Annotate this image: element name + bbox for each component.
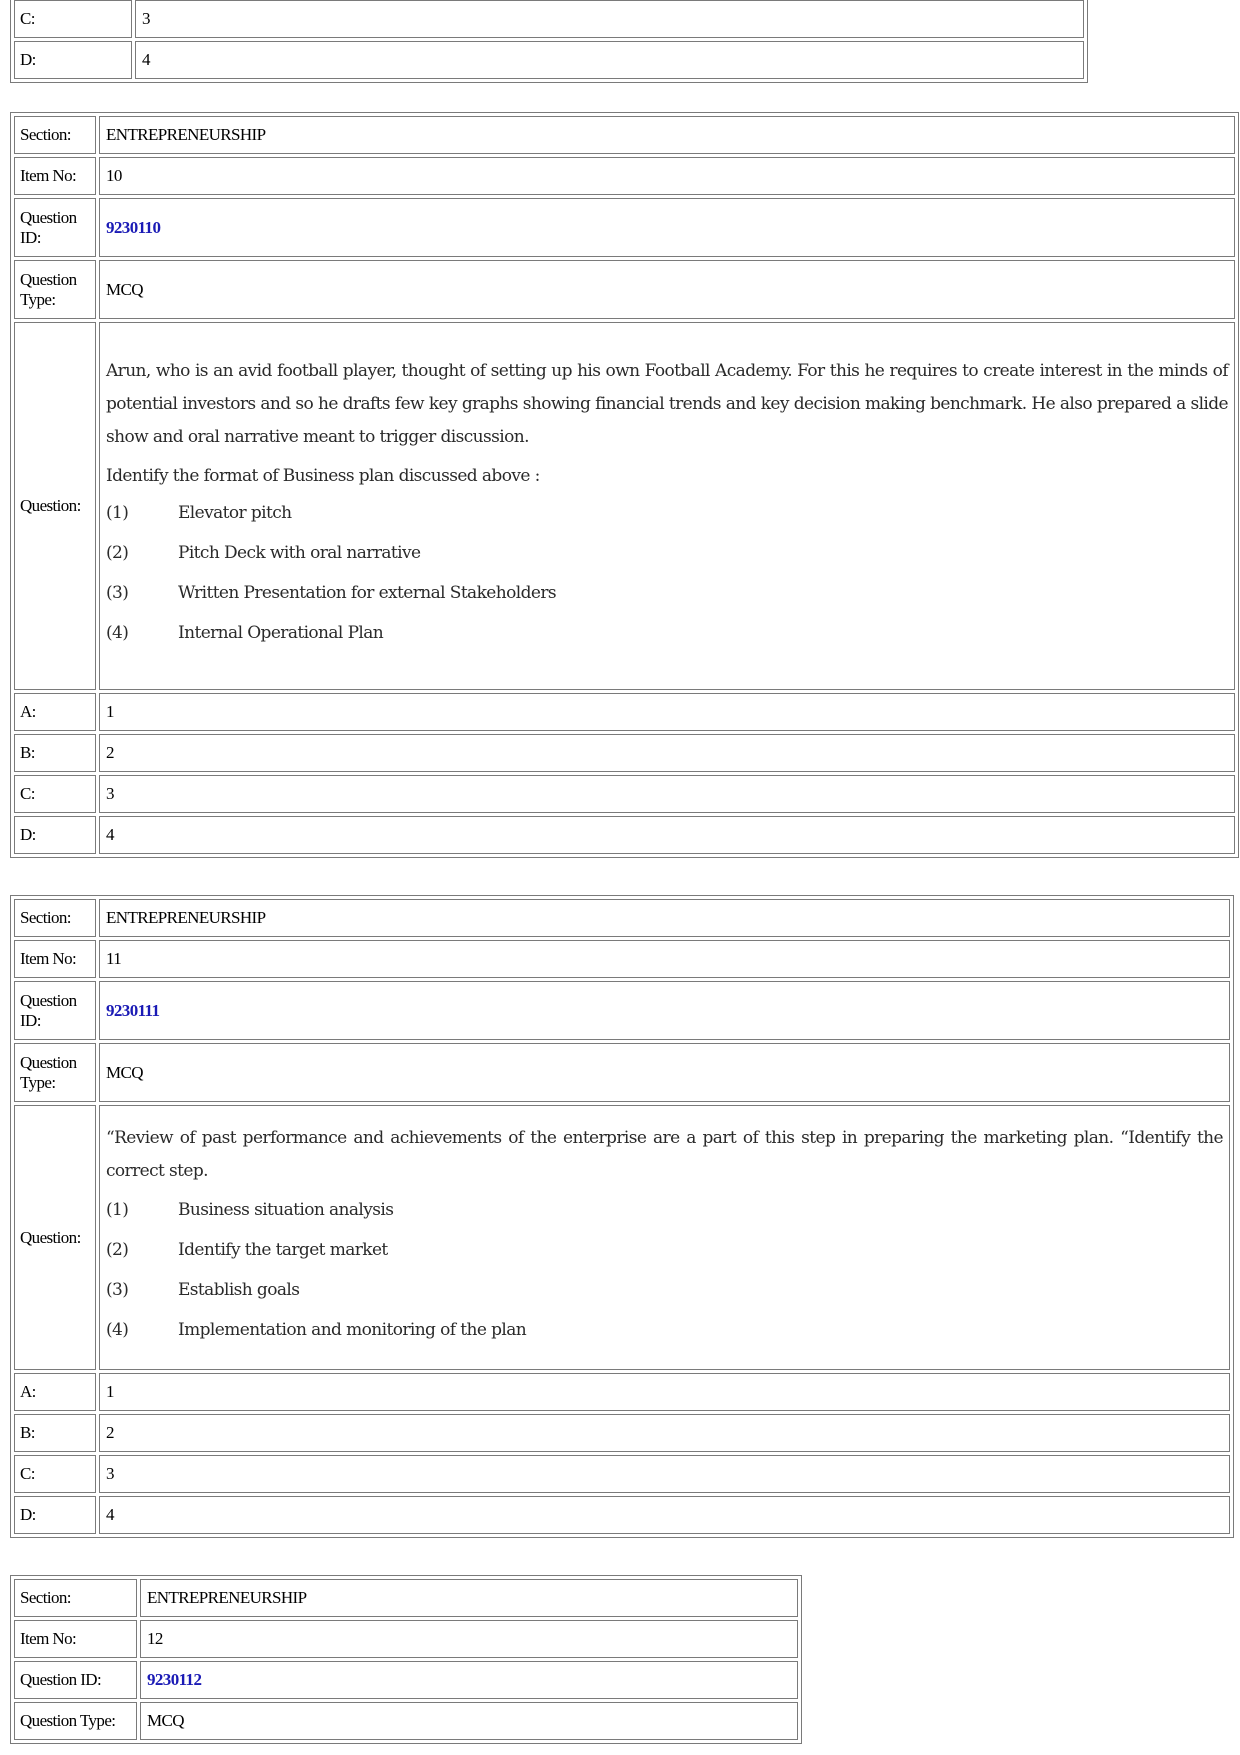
option-3 xyxy=(106,577,1228,610)
answer-row-d xyxy=(14,41,1084,79)
answer-label: C: xyxy=(14,775,96,813)
option-text: Pitch Deck with oral narrative xyxy=(178,543,421,563)
answer-label: A: xyxy=(14,1373,96,1411)
section-label: Section: xyxy=(14,1579,137,1617)
item-no-value: 10 xyxy=(99,157,1235,195)
section-row xyxy=(14,116,1235,154)
question-type-row xyxy=(14,1702,798,1740)
answer-row-d xyxy=(14,816,1235,854)
question-id-link[interactable]: 9230111 xyxy=(99,981,1230,1040)
answer-value: 4 xyxy=(99,816,1235,854)
option-text: Internal Operational Plan xyxy=(178,623,384,643)
question-table-item-10 xyxy=(10,112,1239,858)
answer-row-d xyxy=(14,1496,1230,1534)
answer-label: D: xyxy=(14,816,96,854)
question-text xyxy=(99,1105,1230,1370)
answer-value: 2 xyxy=(99,734,1235,772)
question-row xyxy=(14,1105,1230,1370)
option-1 xyxy=(106,1194,1223,1227)
item-no-label: Item No: xyxy=(14,1620,137,1658)
question-type-value: MCQ xyxy=(99,1043,1230,1102)
question-id-label: Question ID: xyxy=(14,1661,137,1699)
question-type-row xyxy=(14,260,1235,319)
answer-label: D: xyxy=(14,41,132,79)
option-number: (2) xyxy=(106,543,129,563)
answer-value: 1 xyxy=(99,1373,1230,1411)
question-type-row xyxy=(14,1043,1230,1102)
section-value: ENTREPRENEURSHIP xyxy=(99,116,1235,154)
option-4 xyxy=(106,617,1228,650)
option-text: Elevator pitch xyxy=(178,503,292,523)
question-type-label: Question Type: xyxy=(14,1043,96,1102)
answer-value: 3 xyxy=(99,775,1235,813)
answer-row-c xyxy=(14,775,1235,813)
section-label: Section: xyxy=(14,899,96,937)
question-id-link[interactable]: 9230112 xyxy=(140,1661,798,1699)
option-number: (4) xyxy=(106,1319,129,1340)
question-id-row xyxy=(14,1661,798,1699)
item-no-label: Item No: xyxy=(14,157,96,195)
question-paragraph: “Review of past performance and achievements of the enterprise are a part of this step in preparing the marketing plan. “Identify the correct step. xyxy=(106,1127,1223,1181)
answer-label: C: xyxy=(14,1455,96,1493)
option-4 xyxy=(106,1314,1223,1347)
option-text: Establish goals xyxy=(178,1279,300,1300)
question-type-value: MCQ xyxy=(99,260,1235,319)
answer-label: B: xyxy=(14,1414,96,1452)
question-label: Question: xyxy=(14,1105,96,1370)
question-row xyxy=(14,322,1235,690)
question-type-label: Question Type: xyxy=(14,260,96,319)
item-no-row xyxy=(14,157,1235,195)
section-row xyxy=(14,1579,798,1617)
answer-row-a xyxy=(14,1373,1230,1411)
option-3 xyxy=(106,1274,1223,1307)
answer-row-a xyxy=(14,693,1235,731)
item-no-label: Item No: xyxy=(14,940,96,978)
question-type-label: Question Type: xyxy=(14,1702,137,1740)
answer-value: 1 xyxy=(99,693,1235,731)
question-id-link[interactable]: 9230110 xyxy=(99,198,1235,257)
option-text: Identify the target market xyxy=(178,1239,388,1260)
section-value: ENTREPRENEURSHIP xyxy=(99,899,1230,937)
answer-value: 3 xyxy=(135,0,1084,38)
option-number: (2) xyxy=(106,1239,129,1260)
answer-row-c xyxy=(14,0,1084,38)
option-number: (4) xyxy=(106,623,129,643)
item-no-value: 12 xyxy=(140,1620,798,1658)
question-table-item-12 xyxy=(10,1575,802,1744)
answer-value: 4 xyxy=(135,41,1084,79)
option-2 xyxy=(106,537,1228,570)
question-paragraph: Arun, who is an avid football player, thought of setting up his own Football Academy. For this he requires to create interest in the minds of potential investors and so he drafts few key graphs showing financial trends and key decision making benchmark. He also prepared a slide show and oral narrative meant to trigger discussion. xyxy=(106,361,1228,447)
answer-label: A: xyxy=(14,693,96,731)
question-table-item-11 xyxy=(10,895,1234,1538)
option-number: (1) xyxy=(106,1199,129,1220)
option-1 xyxy=(106,497,1228,530)
option-text: Written Presentation for external Stakeholders xyxy=(178,583,556,603)
answer-label: B: xyxy=(14,734,96,772)
question-table-continued xyxy=(10,0,1088,83)
option-number: (3) xyxy=(106,583,129,603)
question-id-row xyxy=(14,198,1235,257)
question-id-row xyxy=(14,981,1230,1040)
answer-row-b xyxy=(14,734,1235,772)
answer-value: 2 xyxy=(99,1414,1230,1452)
question-label: Question: xyxy=(14,322,96,690)
question-type-value: MCQ xyxy=(140,1702,798,1740)
section-row xyxy=(14,899,1230,937)
question-id-label: Question ID: xyxy=(14,981,96,1040)
section-value: ENTREPRENEURSHIP xyxy=(140,1579,798,1617)
option-2 xyxy=(106,1234,1223,1267)
question-id-label: Question ID: xyxy=(14,198,96,257)
answer-label: C: xyxy=(14,0,132,38)
answer-row-c xyxy=(14,1455,1230,1493)
question-prompt: Identify the format of Business plan discussed above : xyxy=(106,466,540,486)
answer-value: 3 xyxy=(99,1455,1230,1493)
option-text: Implementation and monitoring of the plan xyxy=(178,1319,527,1340)
option-number: (3) xyxy=(106,1279,129,1300)
option-number: (1) xyxy=(106,503,129,523)
answer-row-b xyxy=(14,1414,1230,1452)
item-no-row xyxy=(14,940,1230,978)
question-text xyxy=(99,322,1235,690)
answer-value: 4 xyxy=(99,1496,1230,1534)
item-no-value: 11 xyxy=(99,940,1230,978)
section-label: Section: xyxy=(14,116,96,154)
item-no-row xyxy=(14,1620,798,1658)
answer-label: D: xyxy=(14,1496,96,1534)
option-text: Business situation analysis xyxy=(178,1199,394,1220)
